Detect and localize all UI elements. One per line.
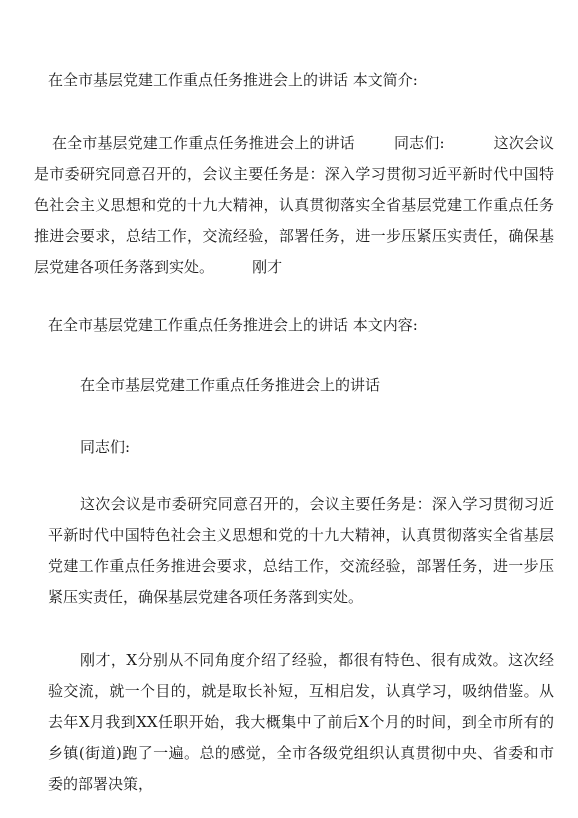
summary-body: 在全市基层党建工作重点任务推进会上的讲话 同志们: 这次会议是市委研究同意召开的，会议主要任务是：深入学习贯彻习近平新时代中国特色社会主义思想和党的十九大精神，认真贯彻落实全省基层党建工作重点任务推进会要求，总结工作，交流经验，部署任务，进一步压紧压实责任，确保基层党建各项任务落到实处。 刚才 [34,134,554,276]
content-heading: 在全市基层党建工作重点任务推进会上的讲话 本文内容: [48,316,418,334]
body-paragraph: 刚才，X分别从不同角度介绍了经验，都很有特色、很有成效。这次经验交流，就一个目的，就是取长补短，互相启发，认真学习，吸纳借鉴。从去年X月我到XX任职开始，我大概集中了前后X个月的时间，到全市所有的乡镇(街道)跑了一遍。总的感觉，全市各级党组织认真贯彻中央、省委和市委的部署决策， [48,651,554,793]
body-paragraph: 这次会议是市委研究同意召开的，会议主要任务是：深入学习贯彻习近平新时代中国特色社会主义思想和党的十九大精神，认真贯彻落实全省基层党建工作重点任务推进会要求，总结工作，交流经验，部署任务，进一步压紧压实责任，确保基层党建各项任务落到实处。 [48,495,554,606]
article-title: 在全市基层党建工作重点任务推进会上的讲话 [80,376,381,394]
salutation: 同志们: [80,438,131,456]
summary-heading: 在全市基层党建工作重点任务推进会上的讲话 本文简介: [48,71,418,89]
